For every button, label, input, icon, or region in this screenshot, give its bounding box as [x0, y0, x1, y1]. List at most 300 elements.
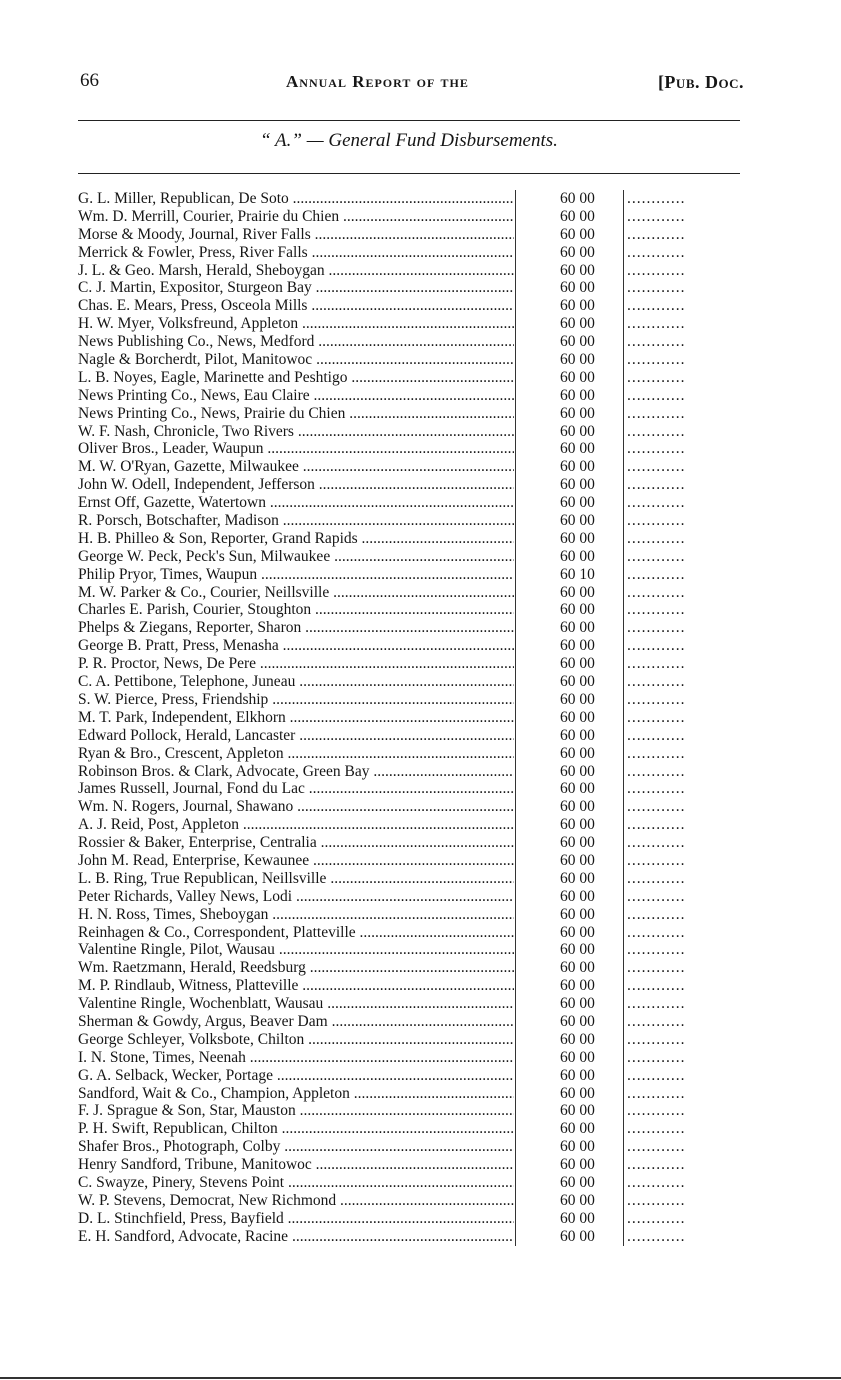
table-row: [74, 530, 744, 548]
column-divider: [623, 440, 624, 458]
table-row: [74, 1174, 744, 1192]
table-row: [74, 1085, 744, 1103]
column-divider: [515, 1120, 516, 1138]
page-number: 66: [80, 70, 99, 91]
payee-name: Morse & Moody, Journal, River Falls .....: [78, 226, 514, 244]
amount: 60 00: [560, 190, 595, 207]
column-divider: [623, 423, 624, 441]
column-divider: [515, 244, 516, 262]
column-divider: [623, 637, 624, 655]
column-divider: [623, 494, 624, 512]
amount: 60 00: [560, 905, 595, 923]
blank-column-leader: ............: [627, 279, 686, 297]
blank-column-leader: ............: [627, 726, 686, 744]
blank-column-leader: ............: [627, 440, 686, 458]
table-row: [74, 440, 744, 458]
blank-column-leader: ............: [627, 869, 686, 887]
column-divider: [623, 476, 624, 494]
column-divider: [515, 1228, 516, 1246]
column-divider: [515, 691, 516, 709]
blank-column-leader: ............: [627, 297, 686, 315]
amount: 60 00: [560, 404, 595, 422]
column-divider: [623, 745, 624, 763]
column-divider: [623, 208, 624, 226]
amount: 60 00: [560, 690, 595, 708]
column-divider: [515, 995, 516, 1013]
column-divider: [623, 226, 624, 244]
column-divider: [623, 601, 624, 619]
blank-column-leader: ............: [627, 422, 686, 440]
column-divider: [515, 440, 516, 458]
payee-name: C. A. Pettibone, Telephone, Juneau .....: [78, 673, 514, 691]
blank-column-leader: ............: [627, 1120, 686, 1138]
payee-name: Merrick & Fowler, Press, River Falls .....: [78, 244, 514, 262]
payee-name: L. B. Ring, True Republican, Neillsville .....: [78, 870, 514, 888]
table-row: [74, 494, 744, 512]
table-row: [74, 834, 744, 852]
amount: 60 00: [560, 762, 595, 780]
column-divider: [515, 1156, 516, 1174]
column-divider: [515, 333, 516, 351]
blank-column-leader: ............: [627, 1102, 686, 1120]
column-divider: [623, 834, 624, 852]
amount: 60 00: [560, 1102, 595, 1120]
amount: 60 00: [560, 923, 595, 941]
table-row: [74, 208, 744, 226]
table-row: [74, 369, 744, 387]
table-row: [74, 1102, 744, 1120]
payee-name: H. W. Myer, Volksfreund, Appleton .....: [78, 315, 514, 333]
payee-name: G. A. Selback, Wecker, Portage .....: [78, 1067, 514, 1085]
column-divider: [515, 1192, 516, 1210]
amount: 60 00: [560, 995, 595, 1013]
table-row: [74, 1120, 744, 1138]
payee-name: S. W. Pierce, Press, Friendship .....: [78, 691, 514, 709]
blank-column-leader: ............: [627, 333, 686, 351]
blank-column-leader: ............: [627, 207, 686, 225]
table-row: [74, 476, 744, 494]
payee-name: F. J. Sprague & Son, Star, Mauston .....: [78, 1102, 514, 1120]
column-divider: [623, 405, 624, 423]
amount: 60 00: [560, 368, 595, 386]
payee-name: E. H. Sandford, Advocate, Racine .....: [78, 1228, 514, 1246]
table-row: [74, 351, 744, 369]
blank-column-leader: ............: [627, 995, 686, 1013]
amount: 60 00: [560, 1012, 595, 1030]
amount: 60 00: [560, 422, 595, 440]
column-divider: [515, 655, 516, 673]
column-divider: [623, 1156, 624, 1174]
payee-name: C. J. Martin, Expositor, Sturgeon Bay .....: [78, 279, 514, 297]
section-title: “ A.” — General Fund Disbursements.: [260, 130, 558, 151]
column-divider: [623, 852, 624, 870]
column-divider: [623, 1049, 624, 1067]
column-divider: [515, 941, 516, 959]
amount: 60 00: [560, 834, 595, 852]
blank-column-leader: ............: [627, 476, 686, 494]
column-divider: [623, 691, 624, 709]
column-divider: [623, 780, 624, 798]
amount: 60 00: [560, 207, 595, 225]
column-divider: [515, 1067, 516, 1085]
amount: 60 00: [560, 673, 595, 691]
blank-column-leader: ............: [627, 512, 686, 530]
column-divider: [623, 906, 624, 924]
amount: 60 00: [560, 941, 595, 959]
amount: 60 00: [560, 780, 595, 798]
column-divider: [515, 405, 516, 423]
blank-column-leader: ............: [627, 1048, 686, 1066]
payee-name: A. J. Reid, Post, Appleton .....: [78, 816, 514, 834]
amount: 60 00: [560, 1138, 595, 1156]
column-divider: [515, 476, 516, 494]
column-divider: [623, 369, 624, 387]
blank-column-leader: ............: [627, 1173, 686, 1191]
blank-column-leader: ............: [627, 655, 686, 673]
blank-column-leader: ............: [627, 261, 686, 279]
amount: 60 00: [560, 1156, 595, 1174]
table-row: [74, 566, 744, 584]
column-divider: [515, 226, 516, 244]
column-divider: [623, 279, 624, 297]
payee-name: L. B. Noyes, Eagle, Marinette and Peshtigo .....: [78, 369, 514, 387]
amount: 60 00: [560, 869, 595, 887]
payee-name: P. H. Swift, Republican, Chilton .....: [78, 1120, 514, 1138]
payee-name: Wm. N. Rogers, Journal, Shawano .....: [78, 798, 514, 816]
blank-column-leader: ............: [627, 386, 686, 404]
column-divider: [623, 458, 624, 476]
payee-name: P. R. Proctor, News, De Pere .....: [78, 655, 514, 673]
column-divider: [515, 1210, 516, 1228]
column-divider: [515, 297, 516, 315]
column-divider: [623, 244, 624, 262]
table-row: [74, 387, 744, 405]
document-label: [Pub. Doc.: [657, 72, 744, 92]
blank-column-leader: ............: [627, 404, 686, 422]
amount: 60 00: [560, 1048, 595, 1066]
payee-name: John M. Read, Enterprise, Kewaunee .....: [78, 852, 514, 870]
payee-name: George Schleyer, Volksbote, Chilton .....: [78, 1031, 514, 1049]
column-divider: [623, 351, 624, 369]
table-row: [74, 941, 744, 959]
payee-name: M. W. O'Ryan, Gazette, Milwaukee .....: [78, 458, 514, 476]
column-divider: [623, 673, 624, 691]
table-row: [74, 1156, 744, 1174]
column-divider: [515, 727, 516, 745]
column-divider: [623, 548, 624, 566]
payee-name: G. L. Miller, Republican, De Soto .....: [78, 190, 514, 208]
column-divider: [623, 870, 624, 888]
header-rule: [78, 120, 740, 121]
column-divider: [623, 619, 624, 637]
payee-name: George W. Peck, Peck's Sun, Milwaukee .....: [78, 548, 514, 566]
payee-name: R. Porsch, Botschafter, Madison .....: [78, 512, 514, 530]
blank-column-leader: ............: [627, 744, 686, 762]
table-row: [74, 1049, 744, 1067]
column-divider: [515, 601, 516, 619]
payee-name: M. T. Park, Independent, Elkhorn .....: [78, 709, 514, 727]
payee-name: John W. Odell, Independent, Jefferson .....: [78, 476, 514, 494]
blank-column-leader: ............: [627, 1209, 686, 1227]
table-row: [74, 333, 744, 351]
amount: 60 00: [560, 959, 595, 977]
amount: 60 00: [560, 297, 595, 315]
amount: 60 00: [560, 512, 595, 530]
column-divider: [623, 941, 624, 959]
amount: 60 00: [560, 601, 595, 619]
amount: 60 00: [560, 458, 595, 476]
column-divider: [623, 798, 624, 816]
column-divider: [515, 279, 516, 297]
column-divider: [515, 852, 516, 870]
column-divider: [623, 333, 624, 351]
payee-name: Shafer Bros., Photograph, Colby .....: [78, 1138, 514, 1156]
table-row: [74, 512, 744, 530]
blank-column-leader: ............: [627, 190, 686, 207]
payee-name: M. P. Rindlaub, Witness, Platteville .....: [78, 977, 514, 995]
column-divider: [515, 566, 516, 584]
amount: 60 00: [560, 744, 595, 762]
blank-column-leader: ............: [627, 1191, 686, 1209]
amount: 60 00: [560, 655, 595, 673]
running-title: Annual Report of the: [286, 72, 469, 91]
blank-column-leader: ............: [627, 1227, 686, 1245]
amount: 60 00: [560, 351, 595, 369]
table-row: [74, 1031, 744, 1049]
blank-column-leader: ............: [627, 780, 686, 798]
section-rule: [78, 173, 740, 174]
column-divider: [515, 977, 516, 995]
payee-name: D. L. Stinchfield, Press, Bayfield .....: [78, 1210, 514, 1228]
blank-column-leader: ............: [627, 762, 686, 780]
column-divider: [515, 1174, 516, 1192]
column-divider: [515, 709, 516, 727]
column-divider: [623, 1013, 624, 1031]
blank-column-leader: ............: [627, 1012, 686, 1030]
column-divider: [515, 834, 516, 852]
column-divider: [515, 423, 516, 441]
amount: 60 00: [560, 1120, 595, 1138]
amount: 60 00: [560, 225, 595, 243]
column-divider: [515, 763, 516, 781]
amount: 60 00: [560, 476, 595, 494]
payee-name: W. P. Stevens, Democrat, New Richmond .....: [78, 1192, 514, 1210]
payee-name: News Printing Co., News, Prairie du Chien .....: [78, 405, 514, 423]
column-divider: [515, 673, 516, 691]
column-divider: [623, 727, 624, 745]
column-divider: [623, 655, 624, 673]
amount: 60 00: [560, 494, 595, 512]
payee-name: Reinhagen & Co., Correspondent, Platteville .....: [78, 924, 514, 942]
amount: 60 00: [560, 851, 595, 869]
amount: 60 00: [560, 1209, 595, 1227]
table-row: [74, 1228, 744, 1246]
blank-column-leader: ............: [627, 959, 686, 977]
table-row: [74, 1067, 744, 1085]
blank-column-leader: ............: [627, 529, 686, 547]
column-divider: [515, 870, 516, 888]
payee-name: James Russell, Journal, Fond du Lac .....: [78, 780, 514, 798]
table-row: [74, 315, 744, 333]
amount: 60 00: [560, 708, 595, 726]
amount: 60 00: [560, 279, 595, 297]
column-divider: [623, 297, 624, 315]
payee-name: Oliver Bros., Leader, Waupun .....: [78, 440, 514, 458]
table-row: [74, 1013, 744, 1031]
amount: 60 00: [560, 1227, 595, 1245]
column-divider: [623, 995, 624, 1013]
amount: 60 00: [560, 547, 595, 565]
column-divider: [623, 1085, 624, 1103]
payee-name: Philip Pryor, Times, Waupun .....: [78, 566, 514, 584]
column-divider: [623, 566, 624, 584]
payee-name: Valentine Ringle, Pilot, Wausau .....: [78, 941, 514, 959]
column-divider: [515, 387, 516, 405]
payee-name: M. W. Parker & Co., Courier, Neillsville .....: [78, 584, 514, 602]
amount: 60 00: [560, 619, 595, 637]
amount: 60 00: [560, 583, 595, 601]
column-divider: [623, 1192, 624, 1210]
table-row: [74, 423, 744, 441]
column-divider: [623, 1120, 624, 1138]
column-divider: [623, 1138, 624, 1156]
column-divider: [623, 387, 624, 405]
amount: 60 00: [560, 887, 595, 905]
column-divider: [623, 1031, 624, 1049]
amount: 60 00: [560, 726, 595, 744]
column-divider: [515, 619, 516, 637]
payee-name: George B. Pratt, Press, Menasha .....: [78, 637, 514, 655]
table-row: [74, 691, 744, 709]
table-row: [74, 601, 744, 619]
amount: 60 00: [560, 816, 595, 834]
column-divider: [515, 190, 516, 208]
amount: 60 00: [560, 977, 595, 995]
payee-name: News Printing Co., News, Eau Claire .....: [78, 387, 514, 405]
amount: 60 00: [560, 637, 595, 655]
column-divider: [515, 888, 516, 906]
column-divider: [515, 780, 516, 798]
payee-name: Valentine Ringle, Wochenblatt, Wausau .....: [78, 995, 514, 1013]
blank-column-leader: ............: [627, 494, 686, 512]
column-divider: [623, 315, 624, 333]
blank-column-leader: ............: [627, 351, 686, 369]
table-row: [74, 458, 744, 476]
blank-column-leader: ............: [627, 708, 686, 726]
table-row: [74, 870, 744, 888]
column-divider: [515, 637, 516, 655]
blank-column-leader: ............: [627, 368, 686, 386]
blank-column-leader: ............: [627, 1156, 686, 1174]
payee-name: Robinson Bros. & Clark, Advocate, Green Bay .....: [78, 763, 514, 781]
column-divider: [515, 262, 516, 280]
column-divider: [515, 351, 516, 369]
table-row: [74, 279, 744, 297]
payee-name: Edward Pollock, Herald, Lancaster .....: [78, 727, 514, 745]
payee-name: Charles E. Parish, Courier, Stoughton .....: [78, 601, 514, 619]
payee-name: Peter Richards, Valley News, Lodi .....: [78, 888, 514, 906]
table-row: [74, 959, 744, 977]
amount: 60 00: [560, 529, 595, 547]
table-row: [74, 924, 744, 942]
table-row: [74, 1192, 744, 1210]
table-row: [74, 727, 744, 745]
blank-column-leader: ............: [627, 315, 686, 333]
blank-column-leader: ............: [627, 1084, 686, 1102]
column-divider: [623, 584, 624, 602]
page-header: [78, 70, 744, 94]
column-divider: [515, 959, 516, 977]
column-divider: [515, 1031, 516, 1049]
blank-column-leader: ............: [627, 673, 686, 691]
blank-column-leader: ............: [627, 834, 686, 852]
column-divider: [623, 763, 624, 781]
column-divider: [515, 906, 516, 924]
payee-name: C. Swayze, Pinery, Stevens Point .....: [78, 1174, 514, 1192]
blank-column-leader: ............: [627, 637, 686, 655]
column-divider: [515, 1049, 516, 1067]
blank-column-leader: ............: [627, 225, 686, 243]
table-row: [74, 1138, 744, 1156]
table-row: [74, 906, 744, 924]
payee-name: Rossier & Baker, Enterprise, Centralia .....: [78, 834, 514, 852]
table-row: [74, 745, 744, 763]
payee-name: Nagle & Borcherdt, Pilot, Manitowoc .....: [78, 351, 514, 369]
payee-name: Sherman & Gowdy, Argus, Beaver Dam .....: [78, 1013, 514, 1031]
payee-name: W. F. Nash, Chronicle, Two Rivers .....: [78, 423, 514, 441]
blank-column-leader: ............: [627, 690, 686, 708]
blank-column-leader: ............: [627, 941, 686, 959]
blank-column-leader: ............: [627, 583, 686, 601]
column-divider: [515, 208, 516, 226]
column-divider: [515, 315, 516, 333]
amount: 60 00: [560, 1084, 595, 1102]
table-row: [74, 548, 744, 566]
blank-column-leader: ............: [627, 887, 686, 905]
blank-column-leader: ............: [627, 905, 686, 923]
disbursements-table: [74, 190, 744, 1246]
blank-column-leader: ............: [627, 601, 686, 619]
blank-column-leader: ............: [627, 977, 686, 995]
column-divider: [515, 924, 516, 942]
column-divider: [515, 369, 516, 387]
amount: 60 00: [560, 1030, 595, 1048]
blank-column-leader: ............: [627, 923, 686, 941]
blank-column-leader: ............: [627, 1030, 686, 1048]
column-divider: [623, 709, 624, 727]
column-divider: [623, 1102, 624, 1120]
column-divider: [623, 1067, 624, 1085]
table-row: [74, 297, 744, 315]
column-divider: [623, 262, 624, 280]
payee-name: Ryan & Bro., Crescent, Appleton .....: [78, 745, 514, 763]
payee-name: Chas. E. Mears, Press, Osceola Mills .....: [78, 297, 514, 315]
column-divider: [515, 494, 516, 512]
blank-column-leader: ............: [627, 1138, 686, 1156]
column-divider: [623, 924, 624, 942]
table-row: [74, 655, 744, 673]
table-row: [74, 405, 744, 423]
amount: 60 10: [560, 565, 595, 583]
column-divider: [515, 1085, 516, 1103]
amount: 60 00: [560, 798, 595, 816]
blank-column-leader: ............: [627, 851, 686, 869]
table-row: [74, 816, 744, 834]
table-row: [74, 637, 744, 655]
amount: 60 00: [560, 333, 595, 351]
column-divider: [623, 190, 624, 208]
column-divider: [515, 512, 516, 530]
